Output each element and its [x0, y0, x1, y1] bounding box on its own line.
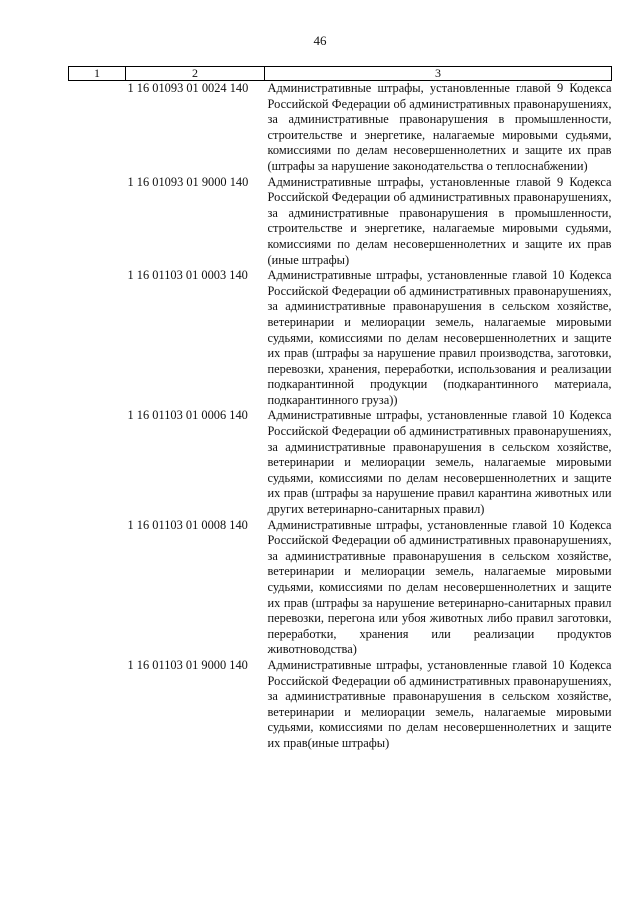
- header-col-3: 3: [265, 67, 612, 81]
- header-col-1: 1: [69, 67, 126, 81]
- table-row: [69, 658, 612, 752]
- row-description: Административные штрафы, установленные главой 10 Кодекса Российской Федерации об административных правонарушениях, за административные правонарушения в сельском хозяйстве, ветеринарии и мелиорации земель, налагаемые мировыми судьями, комиссиями по делам несовершеннолетних и защите их прав (штрафы за нарушение правил производства, заготовки, перевозки, хранения, переработки, использования и реализации подкарантинной продукции (подкарантинного материала, подкарантинного груза)): [267, 268, 612, 407]
- row-code: 1 16 01103 01 0006 140: [127, 408, 248, 423]
- row-empty-cell: [69, 81, 126, 175]
- row-empty-cell: [69, 518, 126, 658]
- row-code: 1 16 01093 01 9000 140: [127, 174, 249, 189]
- row-code: 1 16 01103 01 0003 140: [127, 268, 248, 283]
- table-header: [69, 67, 612, 81]
- row-description: Административные штрафы, установленные главой 9 Кодекса Российской Федерации об административных правонарушениях, за административные правонарушения в промышленности, строительстве и энергетике, налагаемые мировыми судьями, комиссиями по делам несовершеннолетних и защите их прав (иные штрафы): [267, 174, 612, 267]
- row-description: Административные штрафы, установленные главой 10 Кодекса Российской Федерации об административных правонарушениях, за административные правонарушения в сельском хозяйстве, ветеринарии и мелиорации земель, налагаемые мировыми судьями, комиссиями по делам несовершеннолетних и защите их прав (штрафы за нарушение ветеринарно-санитарных правил перевозки, перегона или убоя животных либо правил заготовки, переработки, хранения или реализации продуктов животноводства): [267, 517, 612, 657]
- row-empty-cell: [69, 658, 126, 752]
- header-col-2: 2: [126, 67, 265, 81]
- page-number: 46: [313, 33, 327, 48]
- row-description: Административные штрафы, установленные главой 10 Кодекса Российской Федерации об административных правонарушениях, за административные правонарушения в сельском хозяйстве, ветеринарии и мелиорации земель, налагаемые мировыми судьями, комиссиями по делам несовершеннолетних и защите их прав (штрафы за нарушение правил карантина животных или других ветеринарно-санитарных правил): [267, 408, 612, 517]
- budget-codes-table: [68, 66, 612, 752]
- row-description: Административные штрафы, установленные главой 10 Кодекса Российской Федерации об административных правонарушениях, за административные правонарушения в сельском хозяйстве, ветеринарии и мелиорации земель, налагаемые мировыми судьями, комиссиями по делам несовершеннолетних и защите их прав(иные штрафы): [267, 657, 612, 750]
- table-row: [69, 408, 612, 517]
- row-empty-cell: [69, 268, 126, 408]
- row-description: Административные штрафы, установленные главой 9 Кодекса Российской Федерации об административных правонарушениях, за административные правонарушения в промышленности, строительстве и энергетике, налагаемые мировыми судьями, комиссиями по делам несовершеннолетних и защите их прав (штрафы за нарушение законодательства о теплоснабжении): [267, 81, 612, 173]
- row-code: 1 16 01103 01 9000 140: [127, 657, 248, 672]
- table-row: [69, 518, 612, 658]
- table-row: [69, 268, 612, 408]
- row-code: 1 16 01103 01 0008 140: [127, 517, 248, 532]
- table-row: [69, 175, 612, 269]
- table-row: [69, 81, 612, 175]
- row-empty-cell: [69, 175, 126, 269]
- row-code: 1 16 01093 01 0024 140: [127, 81, 249, 95]
- row-empty-cell: [69, 408, 126, 517]
